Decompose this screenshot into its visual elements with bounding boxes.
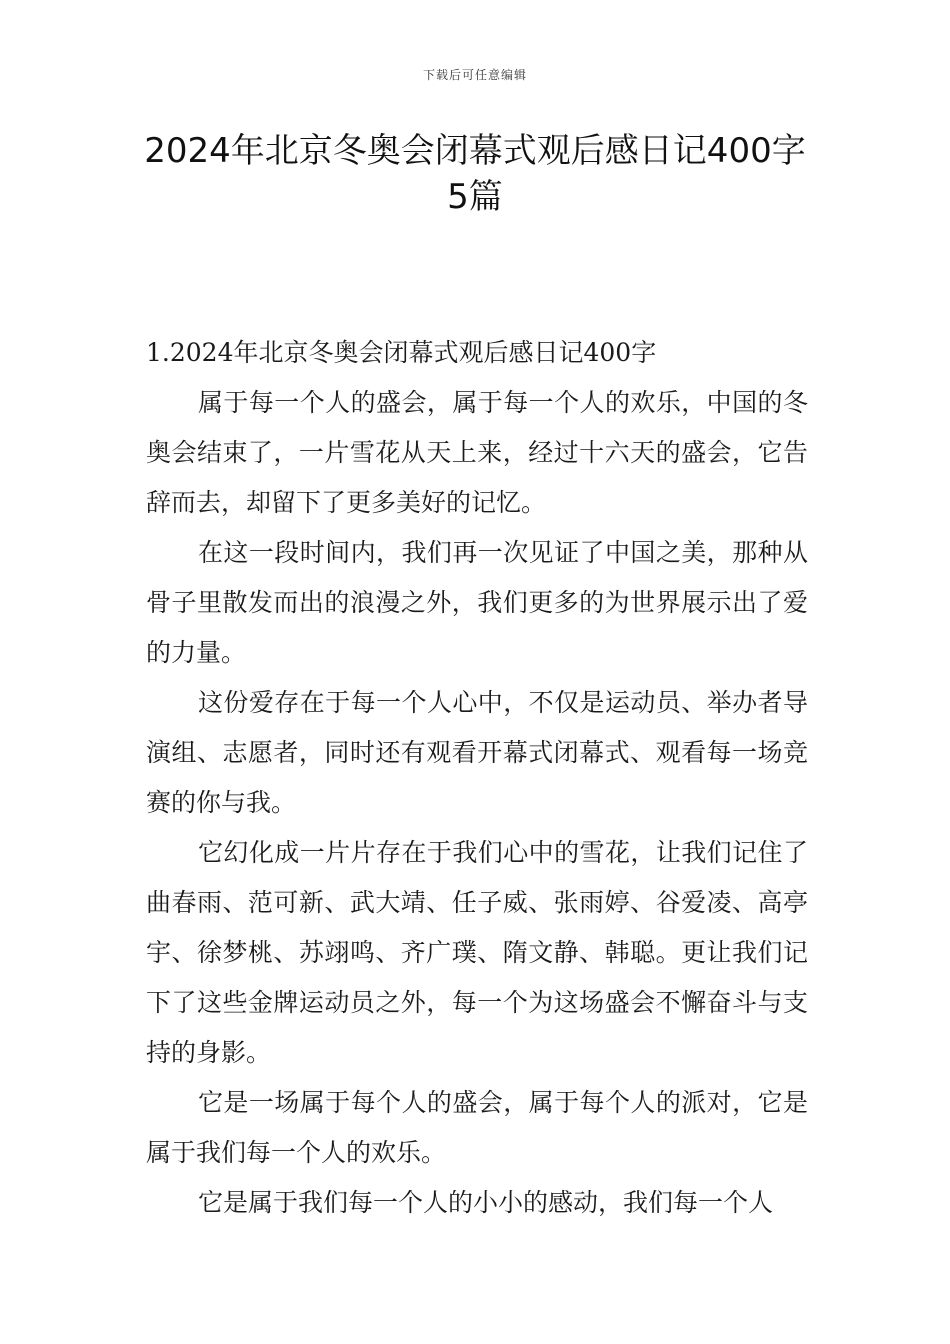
paragraph: 它幻化成一片片存在于我们心中的雪花，让我们记住了曲春雨、范可新、武大靖、任子威、张雨婷、谷爱凌、高亭宇、徐梦桃、苏翊鸣、齐广璞、隋文静、韩聪。更让我们记下了这些金牌运动员之外，每一个为这场盛会不懈奋斗与支持的身影。 <box>146 838 808 1067</box>
paragraph: 属于每一个人的盛会，属于每一个人的欢乐，中国的冬奥会结束了，一片雪花从天上来，经过十六天的盛会，它告辞而去，却留下了更多美好的记忆。 <box>146 388 808 517</box>
paragraph: 在这一段时间内，我们再一次见证了中国之美，那种从骨子里散发而出的浪漫之外，我们更多的为世界展示出了爱的力量。 <box>146 538 808 667</box>
document-body <box>146 328 808 1228</box>
section-heading: 1.2024年北京冬奥会闭幕式观后感日记400字 <box>146 338 657 367</box>
paragraph: 这份爱存在于每一个人心中，不仅是运动员、举办者导演组、志愿者，同时还有观看开幕式闭幕式、观看每一场竞赛的你与我。 <box>146 688 808 817</box>
paragraph: 它是属于我们每一个人的小小的感动，我们每一个人 <box>198 1188 774 1217</box>
page-title: 2024年北京冬奥会闭幕式观后感日记400字5篇 <box>144 131 806 217</box>
header-note: 下载后可任意编辑 <box>422 68 527 82</box>
paragraph: 它是一场属于每个人的盛会，属于每个人的派对，它是属于我们每一个人的欢乐。 <box>146 1088 808 1167</box>
